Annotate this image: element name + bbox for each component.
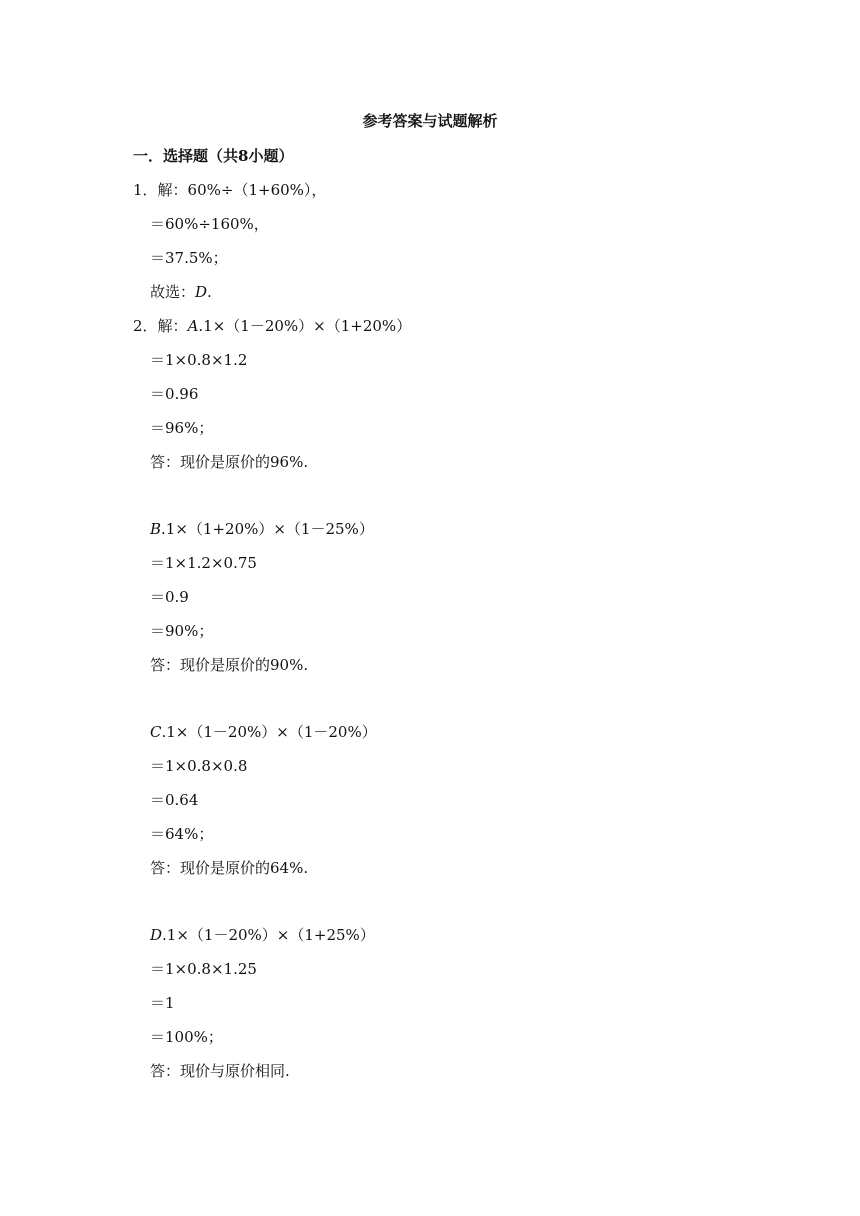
q1-conclusion-prefix: 故选： (150, 283, 196, 301)
option-step: ＝1×1.2×0.75 (150, 554, 257, 572)
q1-step: ＝37.5%； (150, 249, 228, 267)
option-header (150, 925, 375, 945)
section-heading: 一．选择题（共8小题） (133, 147, 294, 165)
option-expression: .1×（1+20%）×（1－25%） (161, 520, 374, 538)
option-step: ＝1×0.8×1.25 (150, 960, 257, 978)
option-expression: .1×（1－20%）×（1+20%） (198, 317, 412, 335)
q1-solution-start: 解：60%÷（1+60%）， (157, 181, 327, 199)
option-letter: D (150, 926, 163, 944)
option-step: ＝90%； (150, 622, 214, 640)
q1-answer-letter: D (195, 283, 208, 301)
option-letter: B (150, 520, 162, 538)
option-header (150, 722, 377, 742)
option-step: ＝0.9 (150, 588, 189, 606)
option-answer: 答：现价与原价相同. (150, 1062, 290, 1080)
q1-conclusion (150, 282, 212, 302)
q1-number: 1． (133, 181, 158, 199)
option-step: ＝1×0.8×1.2 (150, 351, 248, 369)
option-letter: C (150, 723, 162, 741)
option-step: ＝1×0.8×0.8 (150, 757, 248, 775)
option-step: ＝64%； (150, 825, 214, 843)
option-step: ＝100%； (150, 1028, 223, 1046)
option-step: ＝1 (150, 994, 175, 1012)
option-answer: 答：现价是原价的96%. (150, 453, 309, 471)
q1-first-line (133, 180, 326, 200)
option-header (150, 519, 374, 539)
q1-step: ＝60%÷160%， (150, 215, 269, 233)
q2-first-line (133, 316, 411, 336)
option-step: ＝0.96 (150, 385, 199, 403)
option-step: ＝96%； (150, 419, 214, 437)
option-answer: 答：现价是原价的64%. (150, 859, 309, 877)
option-expression: .1×（1－20%）×（1+25%） (162, 926, 375, 944)
q2-number: 2． (133, 317, 158, 335)
q2-intro: 解： (157, 317, 188, 335)
option-letter: A (187, 317, 199, 335)
page-title: 参考答案与试题解析 (362, 112, 498, 130)
q1-conclusion-suffix: . (207, 283, 212, 301)
option-expression: .1×（1－20%）×（1－20%） (161, 723, 377, 741)
option-step: ＝0.64 (150, 791, 199, 809)
option-answer: 答：现价是原价的90%. (150, 656, 309, 674)
